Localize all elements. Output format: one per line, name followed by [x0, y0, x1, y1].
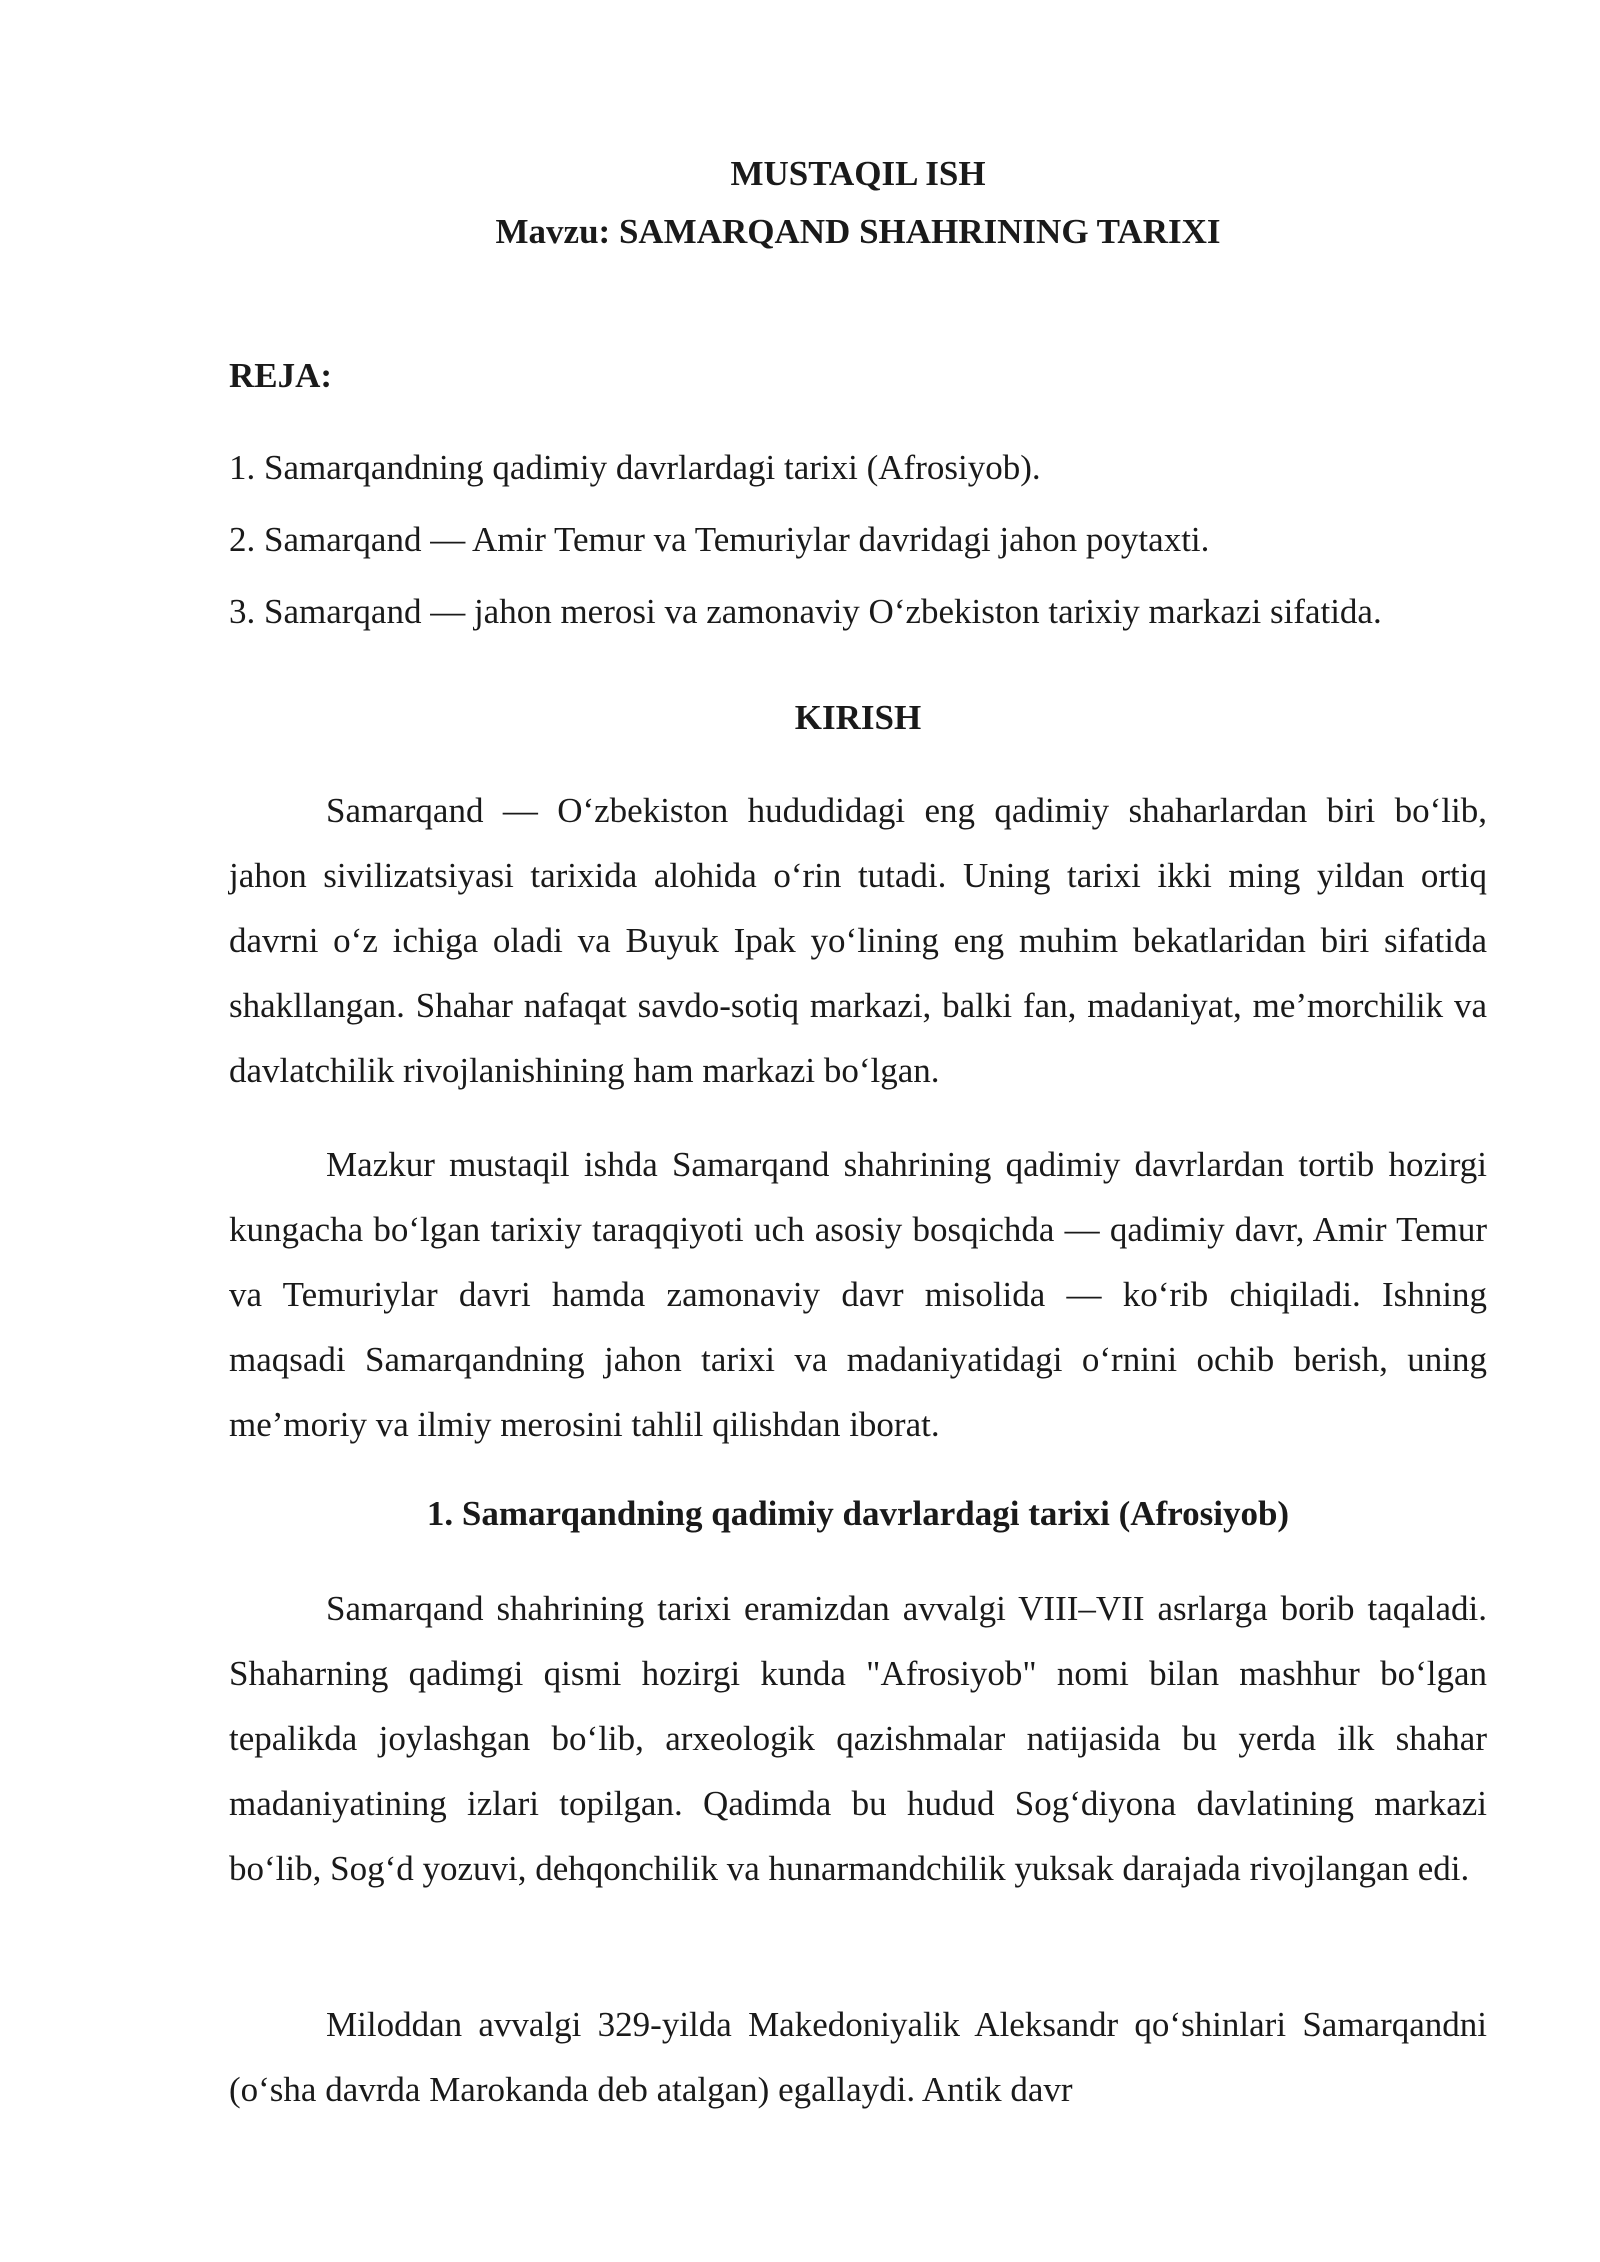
plan-item: 3. Samarqand — jahon merosi va zamonaviy O‘zbekiston tarixiy markazi sifatida. [229, 592, 1382, 631]
intro-paragraph: Mazkur mustaqil ishda Samarqand shahrining qadimiy davrlardan tortib hozirgi kungacha bo‘lgan tarixiy taraqqiyoti uch asosiy bosqichda — qadimiy davr, Amir Temur va Temuriylar davri hamda zamonaviy davr misolida — ko‘rib chiqiladi. Ishning maqsadi Samarqandning jahon tarixi va madaniyatidagi o‘rnini ochib berish, uning me’moriy va ilmiy merosini tahlil qilishdan iborat. [229, 1145, 1487, 1444]
plan-item: 1. Samarqandning qadimiy davrlardagi tarixi (Afrosiyob). [229, 448, 1041, 487]
document-subject: Mavzu: SAMARQAND SHAHRINING TARIXI [495, 212, 1221, 251]
document-title: MUSTAQIL ISH [730, 154, 986, 193]
section-1-paragraph: Miloddan avvalgi 329-yilda Makedoniyalik Aleksandr qo‘shinlari Samarqandni (o‘sha davrda Marokanda deb atalgan) egallaydi. Antik davr [229, 2005, 1487, 2109]
plan-item: 2. Samarqand — Amir Temur va Temuriylar davridagi jahon poytaxti. [229, 520, 1210, 559]
section-1-heading: 1. Samarqandning qadimiy davrlardagi tarixi (Afrosiyob) [426, 1494, 1290, 1533]
plan-heading: REJA: [229, 356, 333, 395]
section-1-paragraph: Samarqand shahrining tarixi eramizdan avvalgi VIII–VII asrlarga borib taqaladi. Shaharning qadimgi qismi hozirgi kunda "Afrosiyob" nomi bilan mashhur bo‘lgan tepalikda joylashgan bo‘lib, arxeologik qazishmalar natijasida bu yerda ilk shahar madaniyatining izlari topilgan. Qadimda bu hudud Sog‘diyona davlatining markazi bo‘lib, Sog‘d yozuvi, dehqonchilik va hunarmandchilik yuksak darajada rivojlangan edi. [229, 1589, 1487, 1888]
intro-paragraph: Samarqand — O‘zbekiston hududidagi eng qadimiy shaharlardan biri bo‘lib, jahon sivilizatsiyasi tarixida alohida o‘rin tutadi. Uning tarixi ikki ming yildan ortiq davrni o‘z ichiga oladi va Buyuk Ipak yo‘lining eng muhim bekatlaridan biri sifatida shakllangan. Shahar nafaqat savdo-sotiq markazi, balki fan, madaniyat, me’morchilik va davlatchilik rivojlanishining ham markazi bo‘lgan. [229, 791, 1487, 1090]
intro-heading: KIRISH [794, 698, 922, 737]
